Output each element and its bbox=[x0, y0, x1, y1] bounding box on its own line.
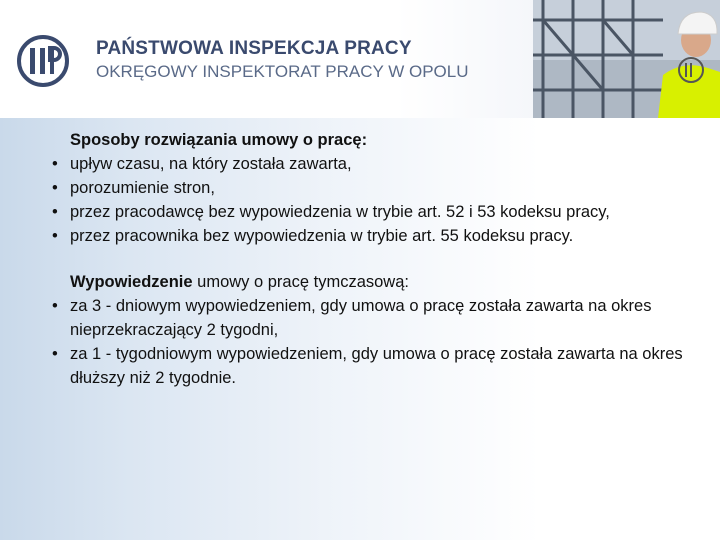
construction-worker-photo-icon bbox=[533, 0, 720, 118]
pip-logo-icon bbox=[16, 34, 70, 88]
list-item-text: za 3 - dniowym wypowiedzeniem, gdy umowa o pracę została zawarta na okres nieprzekraczający 2 tygodni, bbox=[70, 297, 652, 339]
section2-heading bbox=[52, 270, 692, 294]
org-subtitle: OKRĘGOWY INSPEKTORAT PRACY W OPOLU bbox=[96, 62, 469, 81]
list-item-text: za 1 - tygodniowym wypowiedzeniem, gdy umowa o pracę została zawarta na okres dłuższy niż 2 tygodnie. bbox=[70, 345, 683, 387]
bullet-icon: • bbox=[52, 179, 58, 197]
section2-list bbox=[52, 294, 692, 390]
list-item-text: przez pracownika bez wypowiedzenia w trybie art. 55 kodeksu pracy. bbox=[70, 227, 574, 245]
list-item bbox=[52, 176, 692, 200]
content-body bbox=[52, 128, 692, 390]
header-banner bbox=[0, 0, 720, 118]
bullet-icon: • bbox=[52, 203, 58, 221]
bullet-icon: • bbox=[52, 155, 58, 173]
bullet-icon: • bbox=[52, 345, 58, 363]
list-item bbox=[52, 200, 692, 224]
section1-list bbox=[52, 152, 692, 248]
list-item bbox=[52, 342, 692, 390]
section1-heading: Sposoby rozwiązania umowy o pracę: bbox=[70, 131, 368, 149]
bullet-icon: • bbox=[52, 227, 58, 245]
bullet-icon: • bbox=[52, 297, 58, 315]
list-item bbox=[52, 294, 692, 342]
section2-heading-bold: Wypowiedzenie bbox=[70, 273, 193, 291]
section2-heading-rest: umowy o pracę tymczasową: bbox=[192, 273, 409, 291]
list-item bbox=[52, 224, 692, 248]
list-item bbox=[52, 152, 692, 176]
spacer bbox=[52, 248, 692, 270]
list-item-text: przez pracodawcę bez wypowiedzenia w trybie art. 52 i 53 kodeksu pracy, bbox=[70, 203, 610, 221]
list-item-text: porozumienie stron, bbox=[70, 179, 215, 197]
org-title: PAŃSTWOWA INSPEKCJA PRACY bbox=[96, 38, 412, 59]
list-item-text: upływ czasu, na który została zawarta, bbox=[70, 155, 352, 173]
